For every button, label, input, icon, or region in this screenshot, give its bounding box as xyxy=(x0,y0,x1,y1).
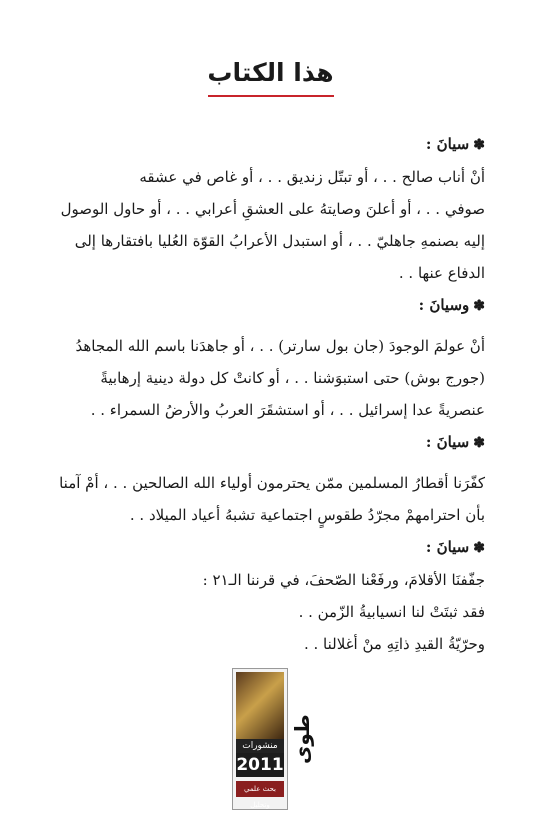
asterisk-icon: ✽ xyxy=(473,540,485,556)
badge-image xyxy=(232,668,288,810)
text-line: الدفاع عنها . . xyxy=(398,264,485,282)
text-line: فقد ثبتَتْ لنا انسيابيةُ الزّمن . . xyxy=(298,603,485,621)
text-line: أنْ أناب صالح . . ، أو تبتّل زنديق . . ، أو غاص في عشقه xyxy=(139,168,485,186)
text-line: صوفي . . ، أو أعلنَ وصايتهُ على العشقِ أعرابي . . ، أو حاول الوصول xyxy=(60,200,485,218)
badge-tag: بحث علمي وتحليل xyxy=(236,781,284,797)
section-label: ✽سيانَ : xyxy=(425,433,485,451)
badge-year: 2011 xyxy=(236,755,284,775)
section-label: ✽وسيانَ : xyxy=(418,296,485,314)
publisher-badge xyxy=(232,668,312,814)
badge-series: منشورات xyxy=(236,739,284,753)
asterisk-icon: ✽ xyxy=(473,435,485,451)
text-line: عنصريةً عدا إسرائيل . . ، أو استشقَرَ العربُ والأرضُ السمراء . . xyxy=(90,401,485,419)
text-line: أنْ عولمَ الوجودَ (جان بول سارتر) . . ، أو جاهدَنا باسم الله المجاهدُ xyxy=(75,337,485,355)
badge-photo xyxy=(236,672,284,740)
book-description xyxy=(57,128,485,660)
text-line: جفّفنَا الأقلامَ، ورفَعْنا الصّحفَ، في قرننا الـ٢١ : xyxy=(202,571,485,589)
text-line: كفّرَنا أقطارُ المسلمين ممّن يحترمون أولياء الله الصالحين . . ، أمْ آمنا xyxy=(59,474,485,492)
text-line: (جورج بوش) حتى استبوَشنا . . ، أو كانتْ كل دولة دينية إرهابيةً xyxy=(100,369,485,387)
text-line: بأن احترامهمْ مجرّدُ طقوسٍ اجتماعية تشبهُ أعياد الميلاد . . xyxy=(129,506,485,524)
publisher-logo: طوى xyxy=(290,714,314,764)
asterisk-icon: ✽ xyxy=(473,298,485,314)
text-line: وحرّيّةُ القيدِ ذاتِهِ منْ أغلالنا . . xyxy=(303,635,485,653)
section-label: ✽سيانَ : xyxy=(425,135,485,153)
title-underline xyxy=(208,95,334,97)
text-line: إليه بصنمهِ جاهليّ . . ، أو استبدل الأعرابُ القوّة العُليا بافتقارها إلى xyxy=(74,232,485,250)
section-label: ✽سيانَ : xyxy=(425,538,485,556)
asterisk-icon: ✽ xyxy=(473,137,485,153)
page-title: هذا الكتاب xyxy=(207,58,334,87)
